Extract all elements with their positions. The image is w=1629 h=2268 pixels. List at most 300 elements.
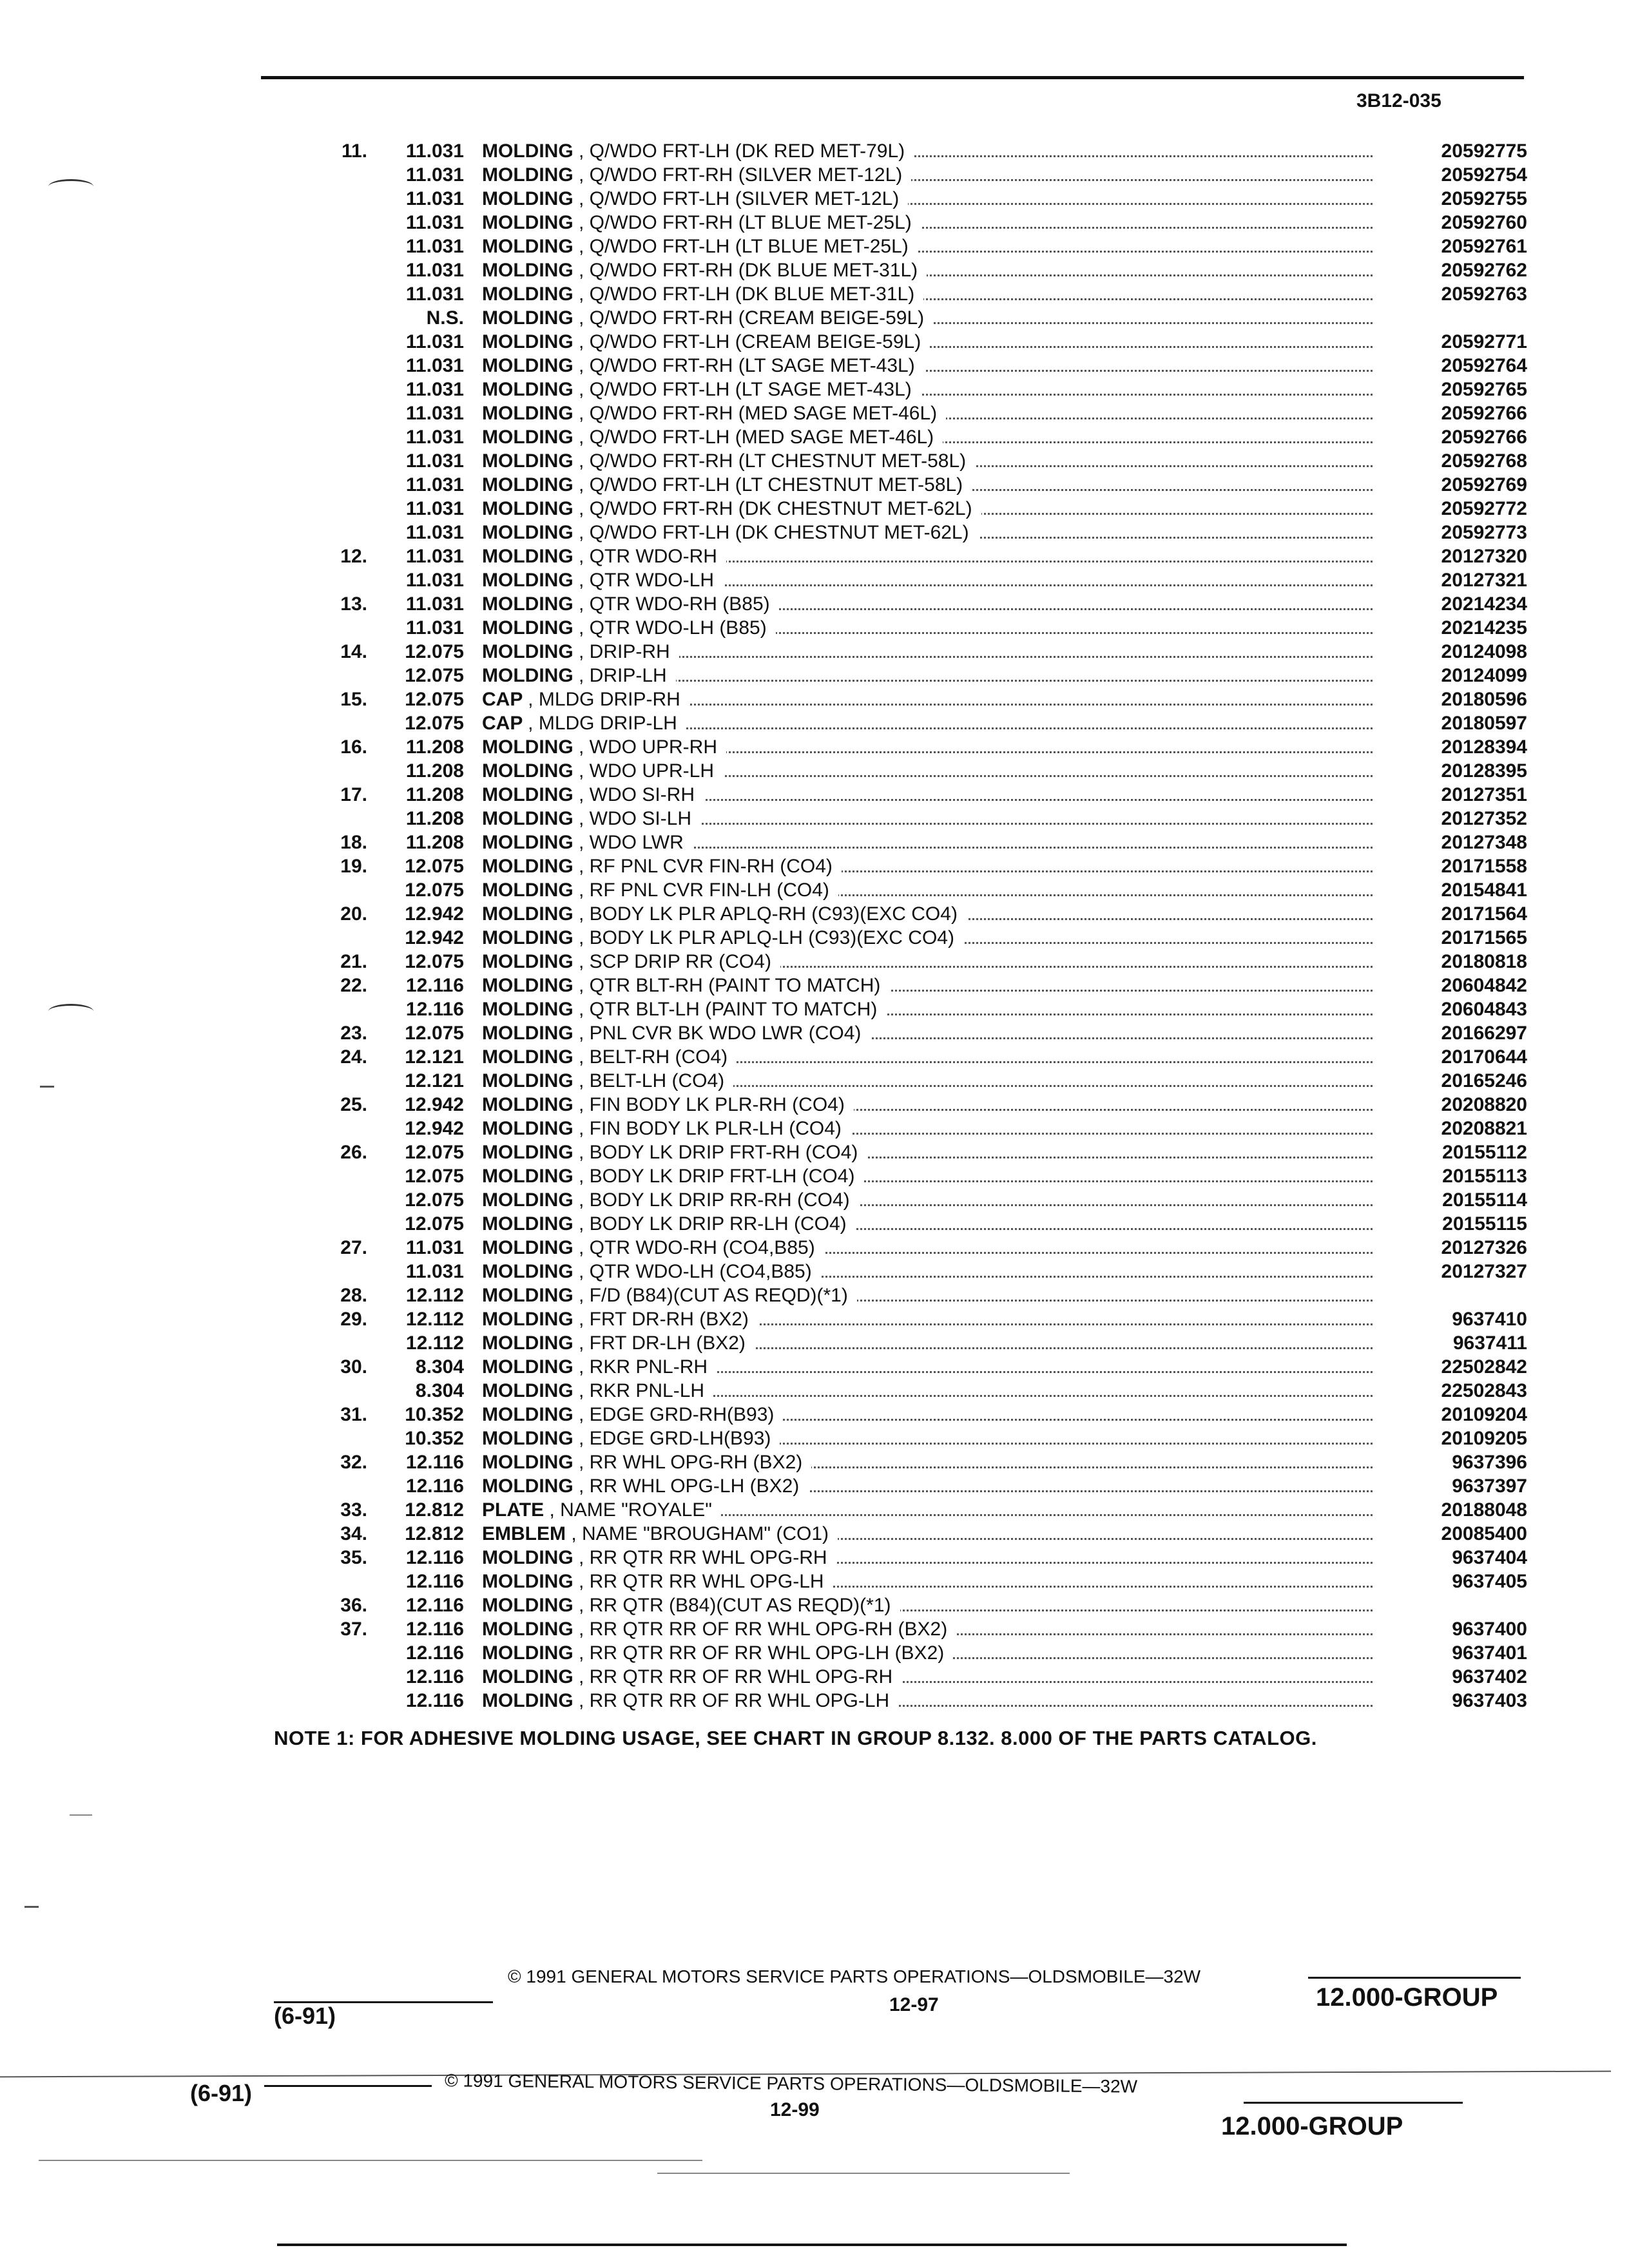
part-name: MOLDING (482, 1046, 574, 1068)
group-number: 12.942 (405, 927, 464, 948)
parts-row (303, 1188, 1527, 1212)
part-number: 20127352 (1441, 808, 1527, 829)
part-description (482, 163, 911, 187)
part-detail: , NAME "ROYALE" (549, 1499, 712, 1521)
part-description (482, 783, 704, 807)
parts-row (303, 378, 1527, 401)
part-detail: , F/D (B84)(CUT AS REQD)(*1) (579, 1285, 848, 1306)
item-number: 27. (340, 1237, 367, 1258)
part-number: 20592754 (1441, 164, 1527, 186)
group-number: 11.031 (405, 403, 464, 424)
item-number: 20. (340, 903, 367, 925)
parts-row (303, 401, 1527, 425)
group-number: 10.352 (405, 1428, 464, 1449)
part-number: 20592775 (1441, 140, 1527, 162)
parts-row (303, 1570, 1527, 1593)
parts-row (303, 330, 1527, 354)
part-name: MOLDING (482, 379, 574, 400)
part-number: 20592766 (1441, 403, 1527, 424)
item-number: 29. (340, 1309, 367, 1330)
part-name: MOLDING (482, 1070, 574, 1091)
margin-tick (70, 1814, 92, 1816)
part-description (482, 759, 723, 783)
group-number: 12.075 (405, 1023, 464, 1044)
parts-row (303, 997, 1527, 1021)
parts-row (303, 1427, 1527, 1450)
part-description (482, 592, 779, 616)
item-number: 34. (340, 1523, 367, 1544)
part-detail: , BELT-LH (CO4) (579, 1070, 725, 1091)
parts-row (303, 1307, 1527, 1331)
part-description (482, 640, 679, 664)
part-detail: , Q/WDO FRT-RH (CREAM BEIGE-59L) (579, 307, 925, 329)
item-number: 23. (340, 1023, 367, 1044)
part-name: CAP (482, 689, 523, 710)
part-number: 20214235 (1441, 617, 1527, 639)
item-number: 24. (340, 1046, 367, 1068)
parts-row (303, 1236, 1527, 1260)
part-detail: , Q/WDO FRT-RH (DK CHESTNUT MET-62L) (579, 498, 972, 519)
part-name: MOLDING (482, 1452, 574, 1473)
part-name: MOLDING (482, 1285, 574, 1306)
part-description (482, 378, 921, 401)
item-number: 13. (340, 593, 367, 615)
parts-row (303, 1164, 1527, 1188)
part-number: 9637396 (1452, 1452, 1527, 1473)
group-number: 12.075 (405, 713, 464, 734)
parts-list (303, 139, 1527, 1713)
parts-row (303, 1665, 1527, 1689)
parts-row (303, 1522, 1527, 1546)
group-number: 12.075 (405, 951, 464, 972)
part-detail: , QTR WDO-RH (579, 546, 717, 567)
part-name: MOLDING (482, 1642, 574, 1664)
group-number: 12.112 (405, 1332, 464, 1354)
part-number: 9637403 (1452, 1690, 1527, 1711)
item-number: 35. (340, 1547, 367, 1568)
part-description (482, 1427, 780, 1450)
part-name: MOLDING (482, 665, 574, 686)
footer2-page-number: 12-99 (770, 2099, 820, 2120)
part-name: MOLDING (482, 951, 574, 972)
part-description (482, 235, 918, 258)
part-name: MOLDING (482, 284, 574, 305)
part-name: MOLDING (482, 832, 574, 853)
parts-row (303, 592, 1527, 616)
part-name: MOLDING (482, 1213, 574, 1235)
part-name: MOLDING (482, 736, 574, 758)
item-number: 17. (340, 784, 367, 805)
part-detail: , MLDG DRIP-LH (528, 713, 677, 734)
part-detail: , FRT DR-LH (BX2) (579, 1332, 746, 1354)
part-description (482, 1689, 898, 1713)
group-number: 12.116 (405, 999, 464, 1020)
part-description (482, 687, 689, 711)
part-description (482, 1450, 811, 1474)
part-description (482, 807, 700, 831)
parts-row (303, 544, 1527, 568)
part-description (482, 187, 908, 211)
part-detail: , EDGE GRD-LH(B93) (579, 1428, 771, 1449)
part-name: MOLDING (482, 999, 574, 1020)
part-number: 20592762 (1441, 260, 1527, 281)
group-number: 12.116 (405, 1475, 464, 1497)
part-description (482, 1260, 821, 1283)
part-detail: , FIN BODY LK PLR-RH (CO4) (579, 1094, 845, 1115)
part-name: CAP (482, 713, 523, 734)
part-name: MOLDING (482, 1332, 574, 1354)
part-detail: , BODY LK DRIP FRT-RH (CO4) (579, 1142, 858, 1163)
part-description (482, 1546, 836, 1570)
part-detail: , BODY LK PLR APLQ-RH (C93)(EXC CO4) (579, 903, 958, 925)
part-number: 20124099 (1441, 665, 1527, 686)
part-detail: , Q/WDO FRT-LH (LT SAGE MET-43L) (579, 379, 912, 400)
part-number: 20154841 (1441, 879, 1527, 901)
group-number: 12.121 (405, 1046, 464, 1068)
part-name: MOLDING (482, 856, 574, 877)
parts-row (303, 1355, 1527, 1379)
part-number: 20155114 (1442, 1189, 1527, 1211)
group-number: 12.075 (405, 641, 464, 662)
part-name: MOLDING (482, 1571, 574, 1592)
part-number: 20127327 (1441, 1261, 1527, 1282)
part-description (482, 1117, 851, 1140)
part-description (482, 449, 975, 473)
group-number: 12.942 (405, 903, 464, 925)
parts-row (303, 425, 1527, 449)
parts-row (303, 759, 1527, 783)
top-rule (261, 76, 1524, 79)
part-name: MOLDING (482, 1118, 574, 1139)
part-description (482, 902, 967, 926)
part-name: MOLDING (482, 355, 574, 376)
group-number: 11.031 (405, 188, 464, 209)
part-detail: , QTR WDO-LH (B85) (579, 617, 767, 639)
part-name: MOLDING (482, 450, 574, 472)
part-number: 22502842 (1441, 1356, 1527, 1378)
group-number: 12.075 (405, 1142, 464, 1163)
parts-row (303, 1593, 1527, 1617)
part-name: MOLDING (482, 236, 574, 257)
part-name: MOLDING (482, 975, 574, 996)
part-name: MOLDING (482, 927, 574, 948)
binder-hole-mark (48, 179, 93, 194)
group-number: 12.812 (405, 1523, 464, 1544)
part-detail: , RF PNL CVR FIN-LH (CO4) (579, 879, 829, 901)
item-number: 32. (340, 1452, 367, 1473)
part-description (482, 711, 686, 735)
margin-tick (40, 1086, 54, 1088)
margin-tick (24, 1906, 39, 1908)
part-number: 20604842 (1441, 975, 1527, 996)
part-number: 20180597 (1441, 713, 1527, 734)
part-name: MOLDING (482, 1023, 574, 1044)
part-detail: , Q/WDO FRT-RH (DK BLUE MET-31L) (579, 260, 918, 281)
part-number: 20208820 (1441, 1094, 1527, 1115)
part-detail: , BELT-RH (CO4) (579, 1046, 728, 1068)
part-number: 20155115 (1442, 1213, 1527, 1235)
part-name: MOLDING (482, 1094, 574, 1115)
part-number: 20171564 (1441, 903, 1527, 925)
group-number: 11.031 (405, 593, 464, 615)
bottom-rule (277, 2244, 1347, 2246)
part-number: 20592768 (1441, 450, 1527, 472)
part-detail: , RF PNL CVR FIN-RH (CO4) (579, 856, 833, 877)
group-number: 12.116 (405, 1666, 464, 1687)
part-name: MOLDING (482, 1428, 574, 1449)
group-number: 11.031 (405, 260, 464, 281)
part-number: 20127321 (1441, 570, 1527, 591)
part-name: MOLDING (482, 546, 574, 567)
part-number: 20170644 (1441, 1046, 1527, 1068)
part-detail: , QTR BLT-LH (PAINT TO MATCH) (579, 999, 878, 1020)
part-detail: , RR QTR RR WHL OPG-LH (579, 1571, 824, 1592)
part-number: 20155112 (1442, 1142, 1527, 1163)
group-number: 8.304 (415, 1380, 464, 1401)
part-detail: , Q/WDO FRT-LH (SILVER MET-12L) (579, 188, 900, 209)
part-detail: , RR QTR RR OF RR WHL OPG-LH (BX2) (579, 1642, 945, 1664)
part-description (482, 497, 981, 521)
part-description (482, 1307, 758, 1331)
part-description (482, 258, 927, 282)
part-detail: , QTR BLT-RH (PAINT TO MATCH) (579, 975, 881, 996)
part-description (482, 211, 921, 235)
parts-row (303, 568, 1527, 592)
part-name: MOLDING (482, 593, 574, 615)
parts-row (303, 974, 1527, 997)
group-number: 11.208 (405, 832, 464, 853)
part-number: 20592771 (1441, 331, 1527, 352)
part-detail: , RR QTR RR OF RR WHL OPG-LH (579, 1690, 890, 1711)
part-name: MOLDING (482, 307, 574, 329)
group-number: 11.208 (405, 736, 464, 758)
group-number: 11.031 (405, 355, 464, 376)
part-detail: , Q/WDO FRT-RH (LT CHESTNUT MET-58L) (579, 450, 967, 472)
part-detail: , PNL CVR BK WDO LWR (CO4) (579, 1023, 862, 1044)
group-number: 11.031 (405, 379, 464, 400)
group-number: 11.031 (405, 546, 464, 567)
part-description (482, 1379, 713, 1403)
part-number: 20592765 (1441, 379, 1527, 400)
part-description (482, 1045, 737, 1069)
parts-row (303, 1069, 1527, 1093)
part-number: 20109204 (1441, 1404, 1527, 1425)
part-name: MOLDING (482, 903, 574, 925)
group-number: 12.116 (405, 1571, 464, 1592)
parts-row (303, 950, 1527, 974)
part-description (482, 1140, 867, 1164)
parts-row (303, 1474, 1527, 1498)
part-detail: , WDO SI-RH (579, 784, 695, 805)
part-description (482, 401, 946, 425)
part-description (482, 473, 972, 497)
part-description (482, 330, 930, 354)
part-number: 20127348 (1441, 832, 1527, 853)
group-number: 8.304 (415, 1356, 464, 1378)
footer2-rule-right (1244, 2102, 1463, 2104)
footer2-date: (6-91) (190, 2080, 253, 2106)
part-detail: , RR QTR RR OF RR WHL OPG-RH (BX2) (579, 1619, 948, 1640)
part-detail: , Q/WDO FRT-RH (LT BLUE MET-25L) (579, 212, 912, 233)
group-number: 12.075 (405, 1166, 464, 1187)
parts-row (303, 1117, 1527, 1140)
group-number: 12.942 (405, 1094, 464, 1115)
part-detail: , Q/WDO FRT-RH (LT SAGE MET-43L) (579, 355, 915, 376)
part-detail: , Q/WDO FRT-LH (LT CHESTNUT MET-58L) (579, 474, 963, 495)
part-name: MOLDING (482, 1356, 574, 1378)
part-description (482, 1665, 901, 1689)
part-description (482, 735, 726, 759)
parts-row (303, 521, 1527, 544)
group-number: 11.031 (405, 450, 464, 472)
item-number: 28. (340, 1285, 367, 1306)
group-number: 10.352 (405, 1404, 464, 1425)
part-name: MOLDING (482, 1189, 574, 1211)
part-description (482, 878, 838, 902)
part-number: 9637402 (1452, 1666, 1527, 1687)
group-number: 12.075 (405, 879, 464, 901)
part-detail: , FIN BODY LK PLR-LH (CO4) (579, 1118, 842, 1139)
parts-row (303, 1379, 1527, 1403)
part-description (482, 1021, 870, 1045)
parts-row (303, 1260, 1527, 1283)
part-description (482, 282, 923, 306)
group-number: 11.031 (405, 570, 464, 591)
parts-row (303, 1403, 1527, 1427)
part-name: MOLDING (482, 164, 574, 186)
parts-row (303, 211, 1527, 235)
part-detail: , WDO UPR-LH (579, 760, 714, 782)
parts-row (303, 1641, 1527, 1665)
part-name: MOLDING (482, 1309, 574, 1330)
part-number: 20085400 (1441, 1523, 1527, 1544)
part-name: MOLDING (482, 760, 574, 782)
group-number: 11.031 (405, 212, 464, 233)
part-name: EMBLEM (482, 1523, 566, 1544)
part-description (482, 616, 776, 640)
parts-row (303, 1331, 1527, 1355)
footer2-rule-left (264, 2085, 432, 2087)
part-description (482, 306, 933, 330)
part-detail: , Q/WDO FRT-LH (DK BLUE MET-31L) (579, 284, 915, 305)
part-detail: , BODY LK DRIP FRT-LH (CO4) (579, 1166, 855, 1187)
part-description (482, 1641, 953, 1665)
part-detail: , Q/WDO FRT-LH (LT BLUE MET-25L) (579, 236, 909, 257)
parts-row (303, 926, 1527, 950)
group-number: 11.031 (405, 331, 464, 352)
part-number: 20592773 (1441, 522, 1527, 543)
part-name: MOLDING (482, 331, 574, 352)
group-number: 11.031 (405, 1237, 464, 1258)
part-number: 20124098 (1441, 641, 1527, 662)
part-number: 20171565 (1441, 927, 1527, 948)
group-number: 12.942 (405, 1118, 464, 1139)
group-number: 12.121 (405, 1070, 464, 1091)
part-name: MOLDING (482, 427, 574, 448)
part-number: 22502843 (1441, 1380, 1527, 1401)
part-description (482, 831, 693, 854)
part-detail: , FRT DR-RH (BX2) (579, 1309, 749, 1330)
part-name: MOLDING (482, 1595, 574, 1616)
part-name: MOLDING (482, 1142, 574, 1163)
item-number: 12. (340, 546, 367, 567)
group-number: 11.031 (405, 236, 464, 257)
parts-row (303, 449, 1527, 473)
footer2-group: 12.000-GROUP (1221, 2112, 1403, 2140)
group-number: 12.075 (405, 856, 464, 877)
part-detail: , QTR WDO-LH (579, 570, 714, 591)
item-number: 18. (340, 832, 367, 853)
part-description (482, 1212, 856, 1236)
part-name: MOLDING (482, 784, 574, 805)
part-number: 20155113 (1442, 1166, 1527, 1187)
part-number: 9637404 (1452, 1547, 1527, 1568)
part-detail: , RR QTR RR OF RR WHL OPG-RH (579, 1666, 893, 1687)
part-detail: , RR WHL OPG-RH (BX2) (579, 1452, 803, 1473)
part-number: 20592755 (1441, 188, 1527, 209)
group-number: 12.075 (405, 665, 464, 686)
part-number: 20127320 (1441, 546, 1527, 567)
group-number: 12.075 (405, 1213, 464, 1235)
parts-row (303, 1617, 1527, 1641)
parts-row (303, 497, 1527, 521)
part-detail: , BODY LK DRIP RR-LH (CO4) (579, 1213, 847, 1235)
part-detail: , Q/WDO FRT-LH (DK RED MET-79L) (579, 140, 905, 162)
item-number: 37. (340, 1619, 367, 1640)
part-detail: , RR QTR (B84)(CUT AS REQD)(*1) (579, 1595, 891, 1616)
parts-row (303, 1140, 1527, 1164)
part-number: 20592764 (1441, 355, 1527, 376)
part-description (482, 1474, 808, 1498)
parts-row (303, 616, 1527, 640)
part-detail: , DRIP-RH (579, 641, 670, 662)
part-name: MOLDING (482, 808, 574, 829)
part-detail: , NAME "BROUGHAM" (CO1) (571, 1523, 829, 1544)
group-number: 12.075 (405, 689, 464, 710)
part-number: 9637411 (1452, 1332, 1527, 1354)
parts-row (303, 854, 1527, 878)
part-description (482, 854, 842, 878)
item-number: 16. (340, 736, 367, 758)
part-name: MOLDING (482, 617, 574, 639)
parts-row (303, 1283, 1527, 1307)
part-name: MOLDING (482, 140, 574, 162)
footnote: NOTE 1: FOR ADHESIVE MOLDING USAGE, SEE CHART IN GROUP 8.132. 8.000 OF THE PARTS CATALOG. (274, 1727, 1317, 1749)
parts-row (303, 282, 1527, 306)
parts-row (303, 354, 1527, 378)
parts-row (303, 687, 1527, 711)
group-number: 12.116 (405, 1547, 464, 1568)
part-description (482, 1498, 721, 1522)
parts-row (303, 664, 1527, 687)
group-number: 12.112 (405, 1285, 464, 1306)
part-description (482, 1188, 859, 1212)
part-description (482, 664, 676, 687)
part-description (482, 1093, 854, 1117)
item-number: 14. (340, 641, 367, 662)
footer-rule-right (1308, 1977, 1521, 1979)
part-number: 20180596 (1441, 689, 1527, 710)
part-description (482, 926, 963, 950)
parts-row (303, 831, 1527, 854)
part-detail: , Q/WDO FRT-LH (CREAM BEIGE-59L) (579, 331, 921, 352)
part-description (482, 974, 889, 997)
part-description (482, 1164, 863, 1188)
item-number: 30. (340, 1356, 367, 1378)
footer-page-number: 12-97 (889, 1994, 939, 2015)
part-number: 20127351 (1441, 784, 1527, 805)
group-number: 12.112 (405, 1309, 464, 1330)
